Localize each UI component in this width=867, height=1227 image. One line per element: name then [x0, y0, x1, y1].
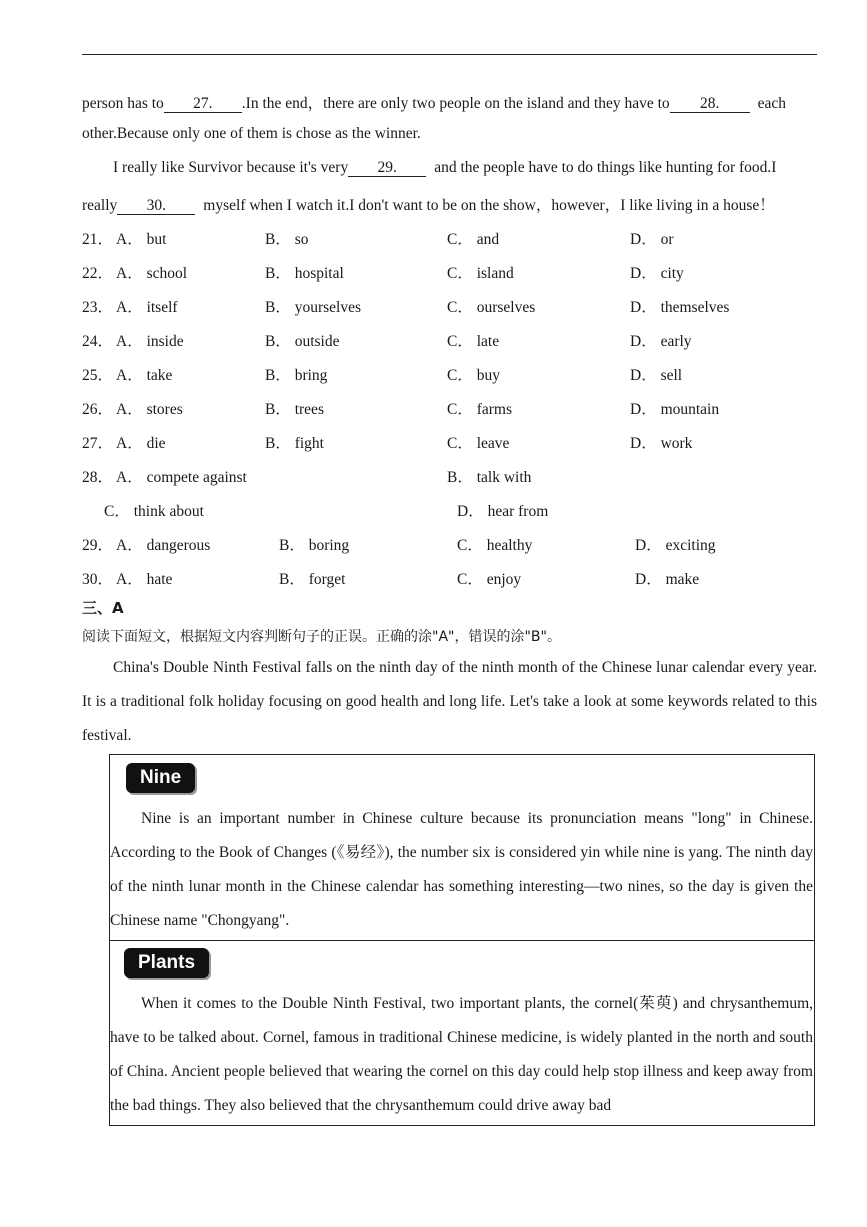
nine-tag: Nine: [126, 763, 195, 793]
section-heading: 三、A: [82, 599, 124, 617]
option-b[interactable]: B． fight: [265, 435, 324, 452]
option-b[interactable]: B． trees: [265, 401, 324, 418]
question-number: 26．: [82, 401, 114, 418]
option-a[interactable]: A． but: [116, 231, 167, 248]
section-instruction: 阅读下面短文，根据短文内容判断句子的正误。正确的涂"A"，错误的涂"B"。: [82, 629, 561, 645]
passage-line-1: [82, 91, 786, 113]
option-b[interactable]: B． so: [265, 231, 309, 248]
question-number: 23．: [82, 299, 114, 316]
passage-text: .In the end，there are only two people on the island and they have to: [241, 95, 670, 112]
blank-28: 28.: [670, 96, 750, 113]
option-c[interactable]: C． island: [447, 265, 514, 282]
option-a[interactable]: A． inside: [116, 333, 184, 350]
option-c[interactable]: C． farms: [447, 401, 513, 418]
option-a[interactable]: A． dangerous: [116, 537, 211, 554]
option-d[interactable]: D． make: [635, 571, 700, 588]
option-c[interactable]: C． healthy: [457, 537, 533, 554]
option-d[interactable]: D． sell: [630, 367, 683, 384]
option-a[interactable]: A． hate: [116, 571, 173, 588]
option-a[interactable]: A． itself: [116, 299, 178, 316]
blank-29: 29.: [348, 160, 426, 177]
plants-paragraph: When it comes to the Double Ninth Festival, two important plants, the cornel(茱萸) and chrysanthemum, have to be talked about. Cornel, famous in traditional Chinese medicine, is widely planted in the north and south of China. Ancient people believed that wearing the cornel on this day could help stop illness and keep away from the bad things. They also believed that the chrysanthemum could drive away bad: [110, 995, 813, 1114]
option-b[interactable]: B． outside: [265, 333, 340, 350]
option-a[interactable]: A． school: [116, 265, 188, 282]
option-b[interactable]: B． talk with: [447, 469, 532, 486]
option-d[interactable]: D． themselves: [630, 299, 730, 316]
option-d[interactable]: D． mountain: [630, 401, 720, 418]
passage-text: each: [757, 95, 787, 112]
option-c[interactable]: C． leave: [447, 435, 510, 452]
question-number: 25．: [82, 367, 114, 384]
option-a[interactable]: A． stores: [116, 401, 183, 418]
option-c[interactable]: C． enjoy: [457, 571, 522, 588]
option-c[interactable]: C． think about: [104, 503, 204, 520]
option-d[interactable]: D． work: [630, 435, 693, 452]
passage-line-4: [82, 193, 775, 215]
question-number: 21．: [82, 231, 114, 248]
question-number: 29．: [82, 537, 114, 554]
question-number: 22．: [82, 265, 114, 282]
passage-line-2: other.Because only one of them is chose as the winner.: [82, 125, 421, 142]
option-d[interactable]: D． or: [630, 231, 674, 248]
option-c[interactable]: C． buy: [447, 367, 500, 384]
plants-tag: Plants: [124, 948, 209, 978]
option-b[interactable]: B． bring: [265, 367, 328, 384]
option-c[interactable]: C． late: [447, 333, 500, 350]
question-number: 27．: [82, 435, 114, 452]
option-a[interactable]: A． compete against: [116, 469, 247, 486]
option-a[interactable]: A． die: [116, 435, 166, 452]
question-number: 28．: [82, 469, 114, 486]
option-c[interactable]: C． and: [447, 231, 500, 248]
question-number: 30．: [82, 571, 114, 588]
option-b[interactable]: B． forget: [279, 571, 346, 588]
passage-text: person has to: [82, 95, 164, 112]
option-b[interactable]: B． hospital: [265, 265, 344, 282]
header-rule: [82, 54, 817, 55]
question-number: 24．: [82, 333, 114, 350]
nine-paragraph: Nine is an important number in Chinese culture because its pronunciation means "long" in Chinese. According to the Book of Changes (《易经》), the number six is considered yin while nine is yang. The ninth day of the ninth lunar month in the Chinese calendar has something interesting—two nines, so the day is given the Chinese name "Chongyang".: [110, 810, 813, 929]
option-d[interactable]: D． exciting: [635, 537, 716, 554]
option-d[interactable]: D． city: [630, 265, 684, 282]
passage-text: myself when I watch it.I don't want to be on the show，however，I like living in a house！: [203, 197, 775, 214]
passage-text: really: [82, 197, 118, 214]
option-b[interactable]: B． boring: [279, 537, 350, 554]
intro-paragraph: China's Double Ninth Festival falls on the ninth day of the ninth month of the Chinese lunar calendar every year. It is a traditional folk holiday focusing on good health and long life. Let's take a look at some keywords related to this festival.: [82, 659, 817, 744]
blank-30: 30.: [117, 198, 195, 215]
option-d[interactable]: D． early: [630, 333, 692, 350]
option-a[interactable]: A． take: [116, 367, 173, 384]
blank-27: 27.: [164, 96, 242, 113]
passage-text: I really like Survivor because it's very: [113, 159, 349, 176]
passage-line-3: [113, 159, 776, 177]
option-d[interactable]: D． hear from: [457, 503, 549, 520]
option-c[interactable]: C． ourselves: [447, 299, 536, 316]
passage-text: and the people have to do things like hunting for food.I: [434, 159, 777, 176]
option-b[interactable]: B． yourselves: [265, 299, 362, 316]
